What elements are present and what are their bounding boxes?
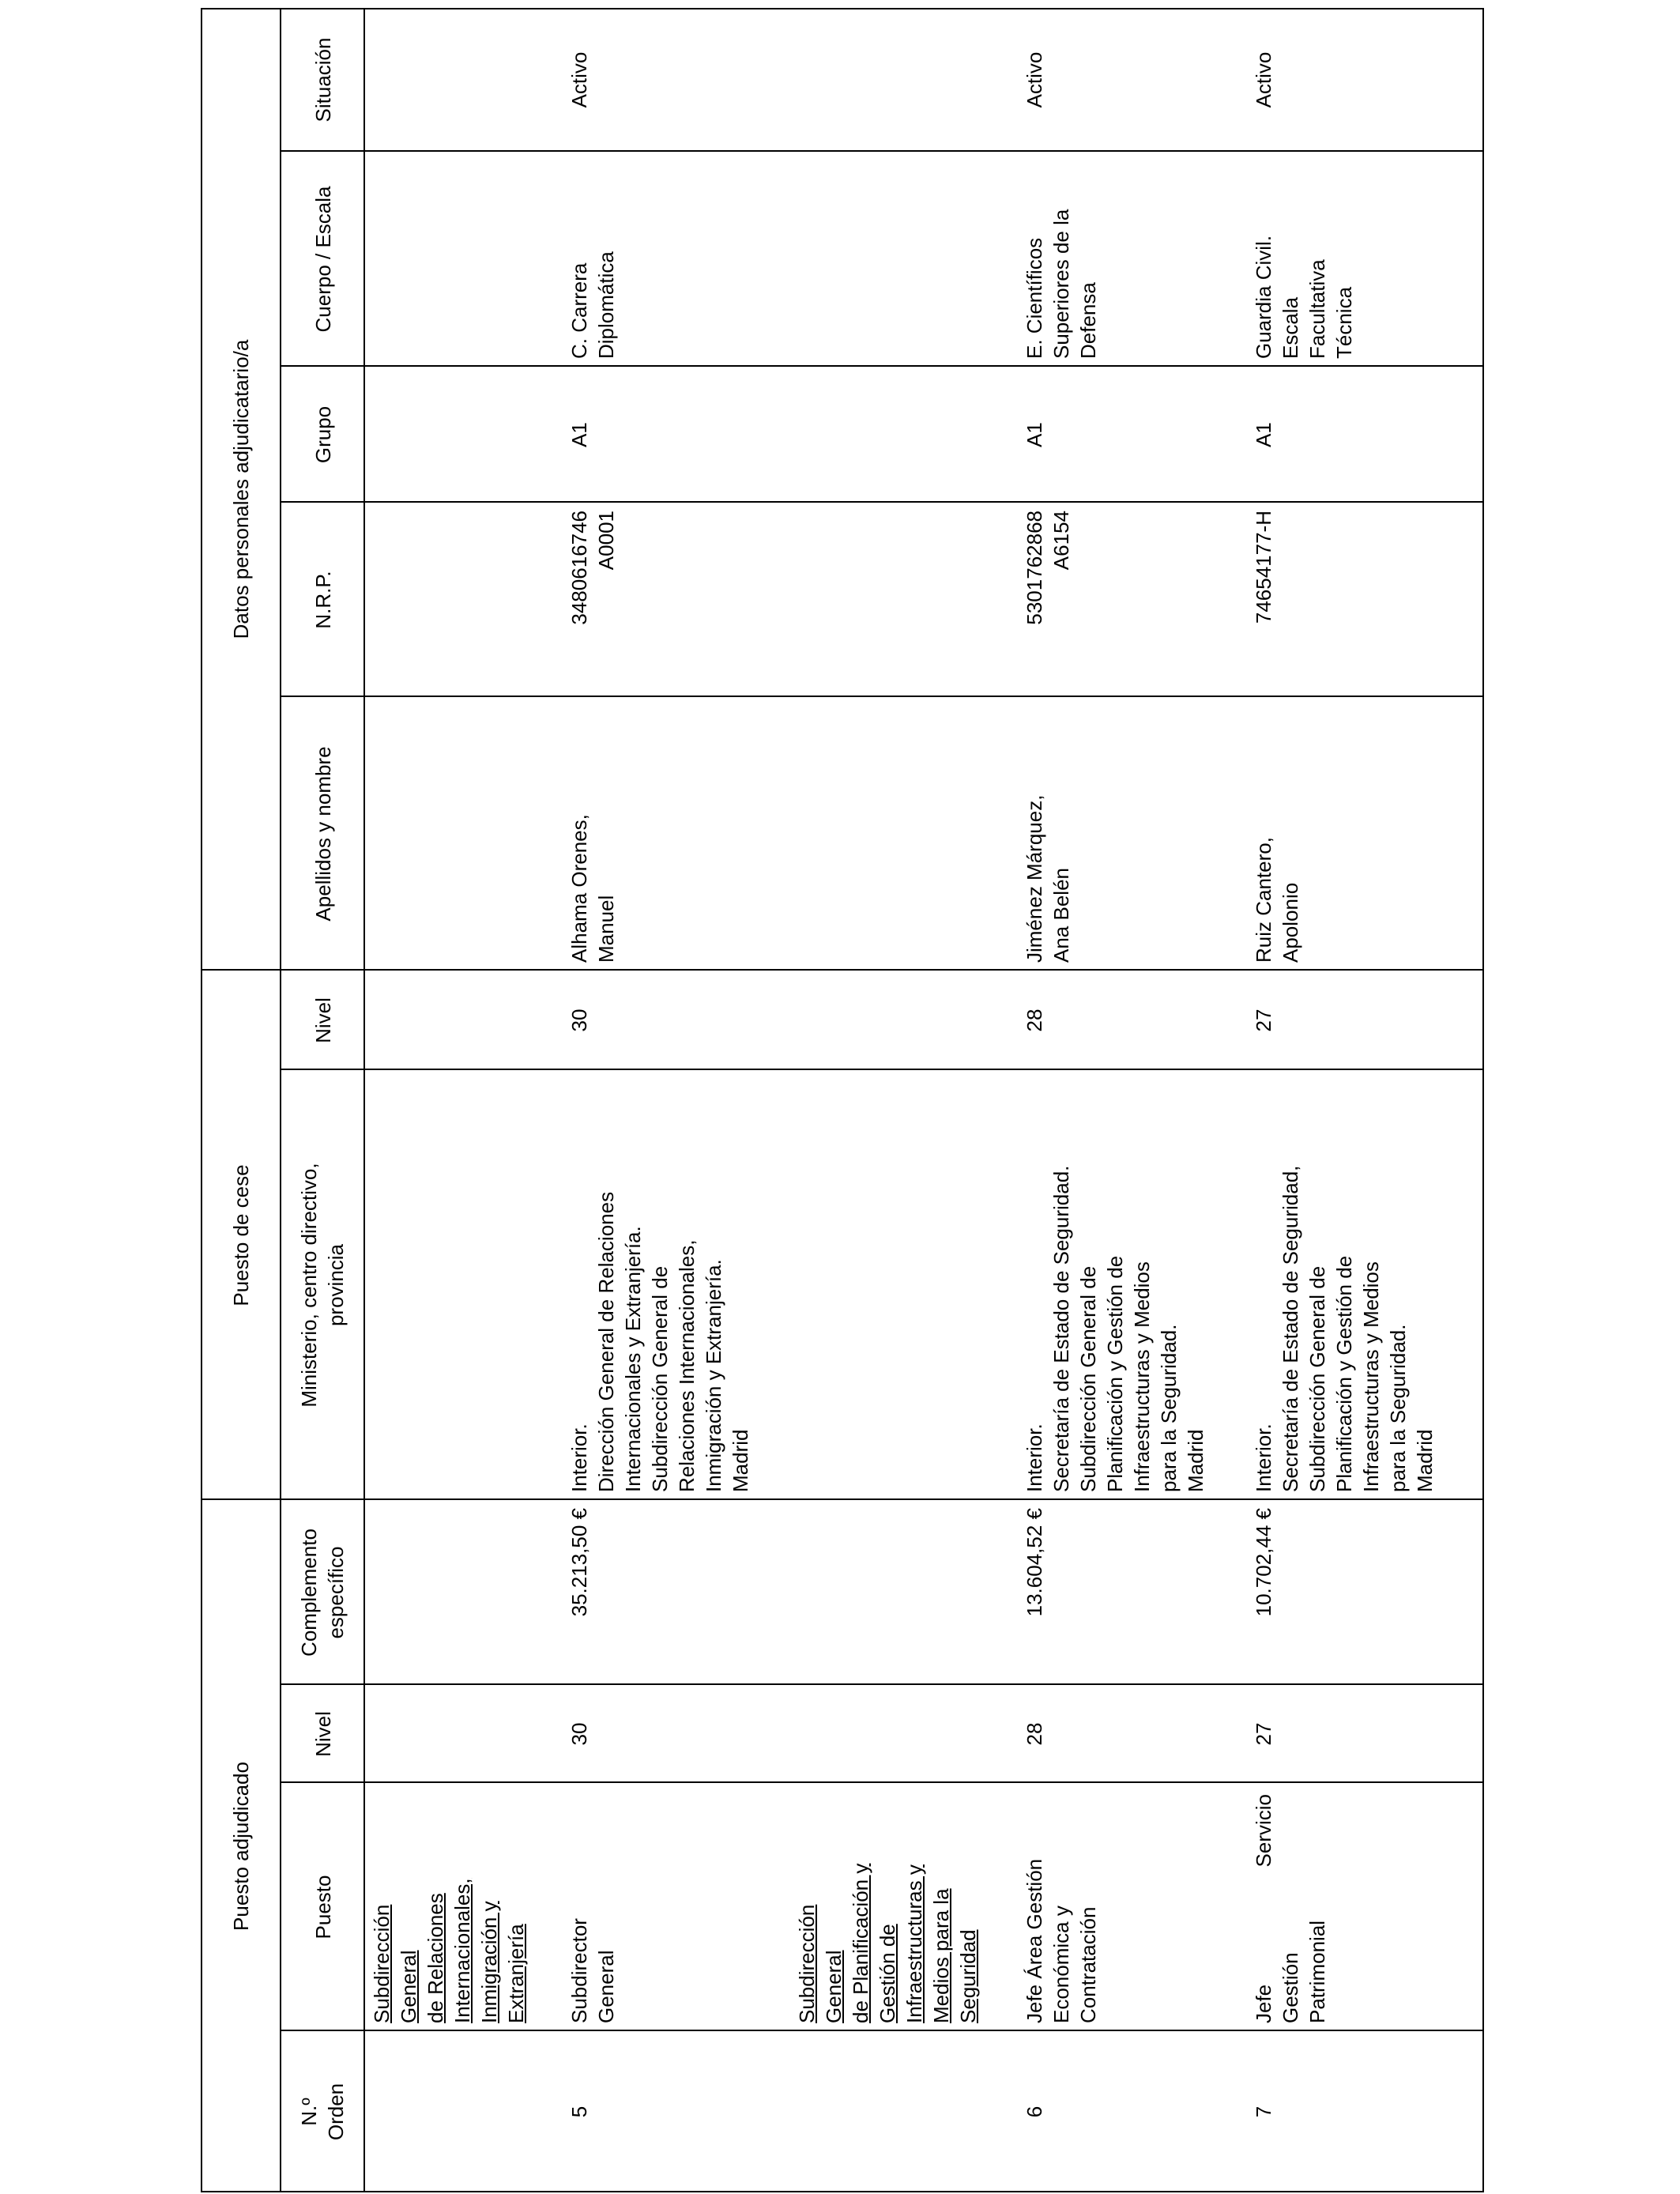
row-situacion: Activo: [567, 51, 591, 108]
row-ministerio: Interior. Secretaría de Estado de Seguridad, Subdirección General de Planificación y Gestión de Infraestructuras y Medios para la Seguridad. Madrid: [1252, 1165, 1437, 1492]
col-header-nrp: N.R.P.: [311, 571, 335, 629]
col-divider-grupo: [280, 365, 1484, 367]
row-ministerio: Interior. Dirección General de Relaciones Internacionales y Extranjería. Subdirección General de Relaciones Internacionales, Inmigración y Extranjería. Madrid: [567, 1191, 752, 1492]
header-row-divider: [363, 8, 365, 2192]
row-nivel-cese: 28: [1023, 1008, 1046, 1032]
row-orden: 7: [1252, 2105, 1275, 2118]
col-header-situacion: Situación: [311, 37, 335, 123]
row-cuerpo: C. Carrera Diplomática: [567, 251, 618, 359]
table-border-left: [201, 2191, 1484, 2192]
col-divider-nivel: [280, 1683, 1484, 1685]
row-nrp: 5301762868 A6154: [1023, 511, 1073, 625]
col-header-ministerio: Ministerio, centro directivo, provincia: [297, 1163, 348, 1408]
table-border-bottom: [1482, 8, 1484, 2192]
col-divider-apellidos: [280, 696, 1484, 697]
group-header-adjudicado: Puesto adjudicado: [229, 1762, 253, 1931]
col-header-apellidos: Apellidos y nombre: [311, 746, 335, 922]
row-grupo: A1: [567, 422, 591, 447]
row-grupo: A1: [1252, 422, 1275, 447]
col-header-complemento: Complemento específico: [297, 1529, 348, 1657]
row-nivel-cese: 30: [567, 1008, 591, 1032]
col-divider-puesto: [280, 1781, 1484, 1783]
row-cuerpo: Guardia Civil. Escala Facultativa Técnica: [1252, 235, 1356, 359]
row-apellidos: Ruiz Cantero, Apolonio: [1252, 837, 1302, 963]
col-divider-nrp: [280, 501, 1484, 503]
row-nivel: 27: [1252, 1722, 1275, 1746]
row-grupo: A1: [1023, 422, 1046, 447]
row-puesto: Subdirector General: [567, 1918, 618, 2023]
row-complemento: 35.213,50 €: [567, 1508, 591, 1617]
group-divider-1: [201, 1498, 1484, 1500]
row-nrp: 3480616746 A0001: [567, 511, 618, 625]
row-ministerio: Interior. Secretaría de Estado de Seguridad. Subdirección General de Planificación y Gestión de Infraestructuras y Medios para la Seguridad. Madrid: [1023, 1165, 1207, 1492]
col-header-puesto: Puesto: [311, 1875, 335, 1940]
row-orden: 6: [1023, 2105, 1046, 2118]
row-nivel: 28: [1023, 1722, 1046, 1746]
group-header-divider: [280, 8, 281, 2192]
section-heading: Subdirección General de Planificación y Gestión de Infraestructuras y Medios para la Seguridad: [795, 1863, 980, 2023]
row-complemento: 13.604,52 €: [1023, 1508, 1046, 1617]
row-orden: 5: [567, 2105, 591, 2118]
row-puesto: Jefe Área Gestión Económica y Contratación: [1023, 1858, 1100, 2023]
row-apellidos: Alhama Orenes, Manuel: [567, 814, 618, 963]
row-nrp: 74654177-H: [1252, 511, 1275, 624]
table-border-right: [201, 8, 1484, 9]
row-apellidos: Jiménez Márquez, Ana Belén: [1023, 794, 1073, 963]
table-border-top: [201, 8, 202, 2192]
row-situacion: Activo: [1252, 51, 1275, 108]
row-cuerpo: E. Científicos Superiores de la Defensa: [1023, 209, 1100, 359]
group-header-personales: Datos personales adjudicatario/a: [229, 339, 253, 639]
rotated-table-page: [201, 8, 1484, 2192]
col-divider-orden: [280, 2030, 1484, 2031]
row-nivel-cese: 27: [1252, 1008, 1275, 1032]
col-divider-ministerio: [280, 1069, 1484, 1070]
row-situacion: Activo: [1023, 51, 1046, 108]
col-header-nivel-cese: Nivel: [311, 997, 335, 1043]
col-header-cuerpo: Cuerpo / Escala: [311, 186, 335, 333]
row-complemento: 10.702,44 €: [1252, 1508, 1275, 1617]
row-puesto-line1: Jefe Servicio: [1252, 1794, 1275, 2023]
group-divider-2: [201, 969, 1484, 971]
col-divider-cuerpo: [280, 150, 1484, 152]
row-puesto: Gestión Patrimonial: [1279, 1920, 1329, 2023]
col-header-nivel: Nivel: [311, 1711, 335, 1757]
row-nivel: 30: [567, 1722, 591, 1746]
section-heading: Subdirección General de Relaciones Internacionales, Inmigración y Extranjería: [370, 1878, 528, 2023]
group-header-cese: Puesto de cese: [229, 1164, 253, 1306]
col-header-orden: N.º Orden: [297, 2083, 348, 2141]
col-header-grupo: Grupo: [311, 405, 335, 464]
